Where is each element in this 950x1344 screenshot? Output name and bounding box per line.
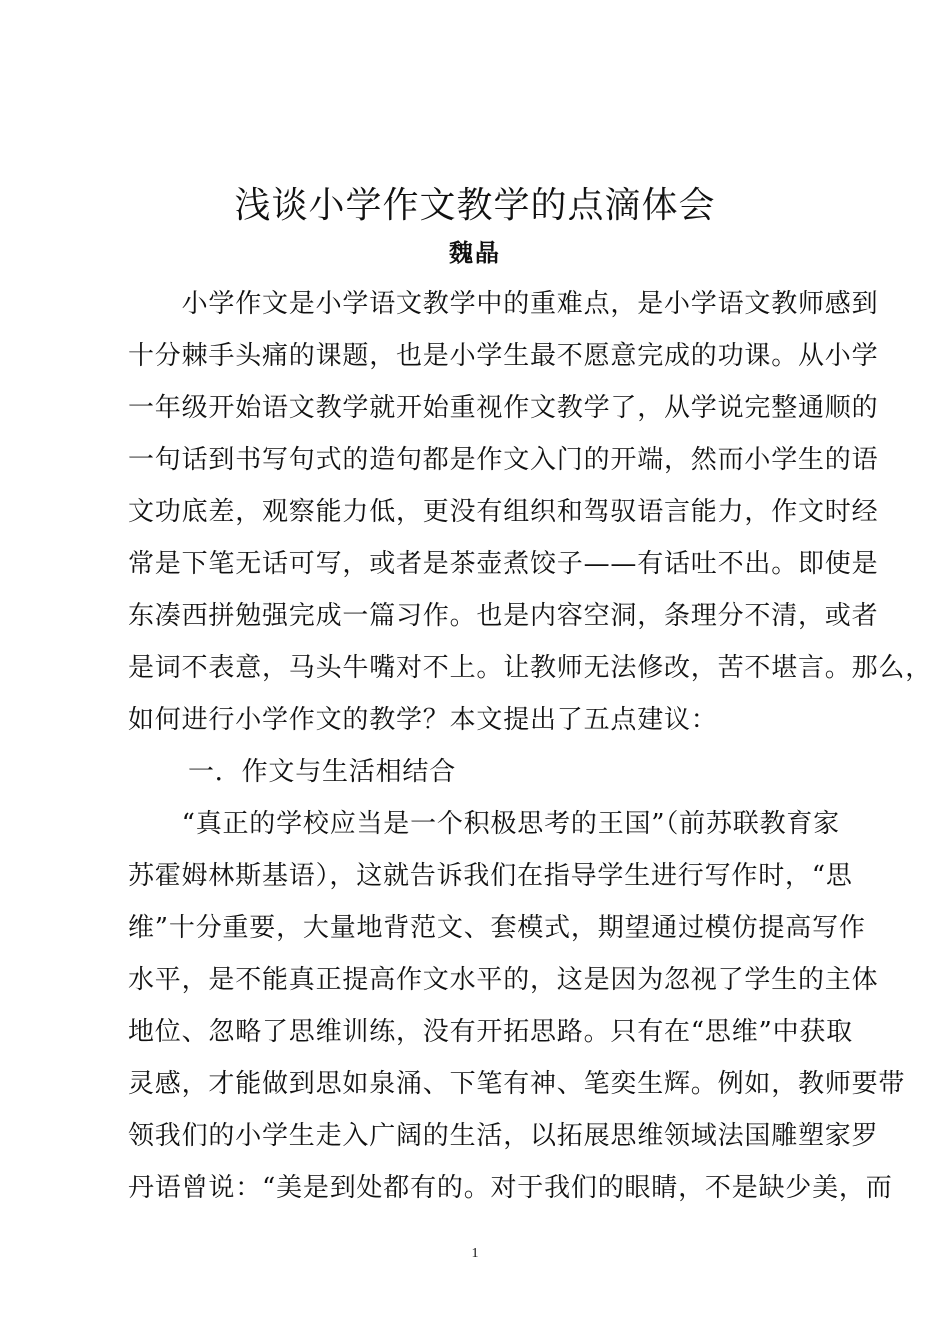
paragraph-2-line-2: 苏霍姆林斯基语），这就告诉我们在指导学生进行写作时，“思 [128, 861, 853, 891]
document-title: 浅谈小学作文教学的点滴体会 [234, 185, 716, 226]
section-heading-1: 一．作文与生活相结合 [188, 757, 457, 787]
paragraph-1-line-5: 文功底差，观察能力低，更没有组织和驾驭语言能力，作文时经 [128, 497, 879, 527]
paragraph-1-line-1: 小学作文是小学语文教学中的重难点，是小学语文教师感到 [128, 289, 879, 319]
page-number: 1 [471, 1246, 479, 1261]
paragraph-1-line-4: 一句话到书写句式的造句都是作文入门的开端，然而小学生的语 [128, 445, 879, 475]
paragraph-2-line-5: 地位、忽略了思维训练，没有开拓思路。只有在“思维”中获取 [128, 1017, 853, 1047]
paragraph-2-line-8: 丹语曾说：“美是到处都有的。对于我们的眼睛，不是缺少美，而 [128, 1173, 893, 1203]
paragraph-2-line-3: 维”十分重要，大量地背范文、套模式，期望通过模仿提高写作 [128, 913, 866, 943]
paragraph-1-line-8: 是词不表意，马头牛嘴对不上。让教师无法修改，苦不堪言。那么， [128, 653, 933, 683]
paragraph-1-line-2: 十分棘手头痛的课题，也是小学生最不愿意完成的功课。从小学 [128, 341, 879, 371]
paragraph-1-line-3: 一年级开始语文教学就开始重视作文教学了，从学说完整通顺的 [128, 393, 879, 423]
paragraph-2-line-7: 领我们的小学生走入广阔的生活，以拓展思维领域法国雕塑家罗 [128, 1121, 879, 1151]
paragraph-1-line-7: 东凑西拼勉强完成一篇习作。也是内容空洞，条理分不清，或者 [128, 601, 879, 631]
paragraph-2-line-6: 灵感，才能做到思如泉涌、下笔有神、笔奕生辉。例如，教师要带 [128, 1069, 906, 1099]
paragraph-2-line-4: 水平，是不能真正提高作文水平的，这是因为忽视了学生的主体 [128, 965, 879, 995]
author-name: 魏晶 [449, 239, 501, 267]
paragraph-1-line-9: 如何进行小学作文的教学？本文提出了五点建议： [128, 705, 718, 735]
paragraph-2-line-1: “真正的学校应当是一个积极思考的王国”（前苏联教育家 [128, 809, 840, 839]
paragraph-1-line-6: 常是下笔无话可写，或者是茶壶煮饺子——有话吐不出。即使是 [128, 549, 879, 579]
